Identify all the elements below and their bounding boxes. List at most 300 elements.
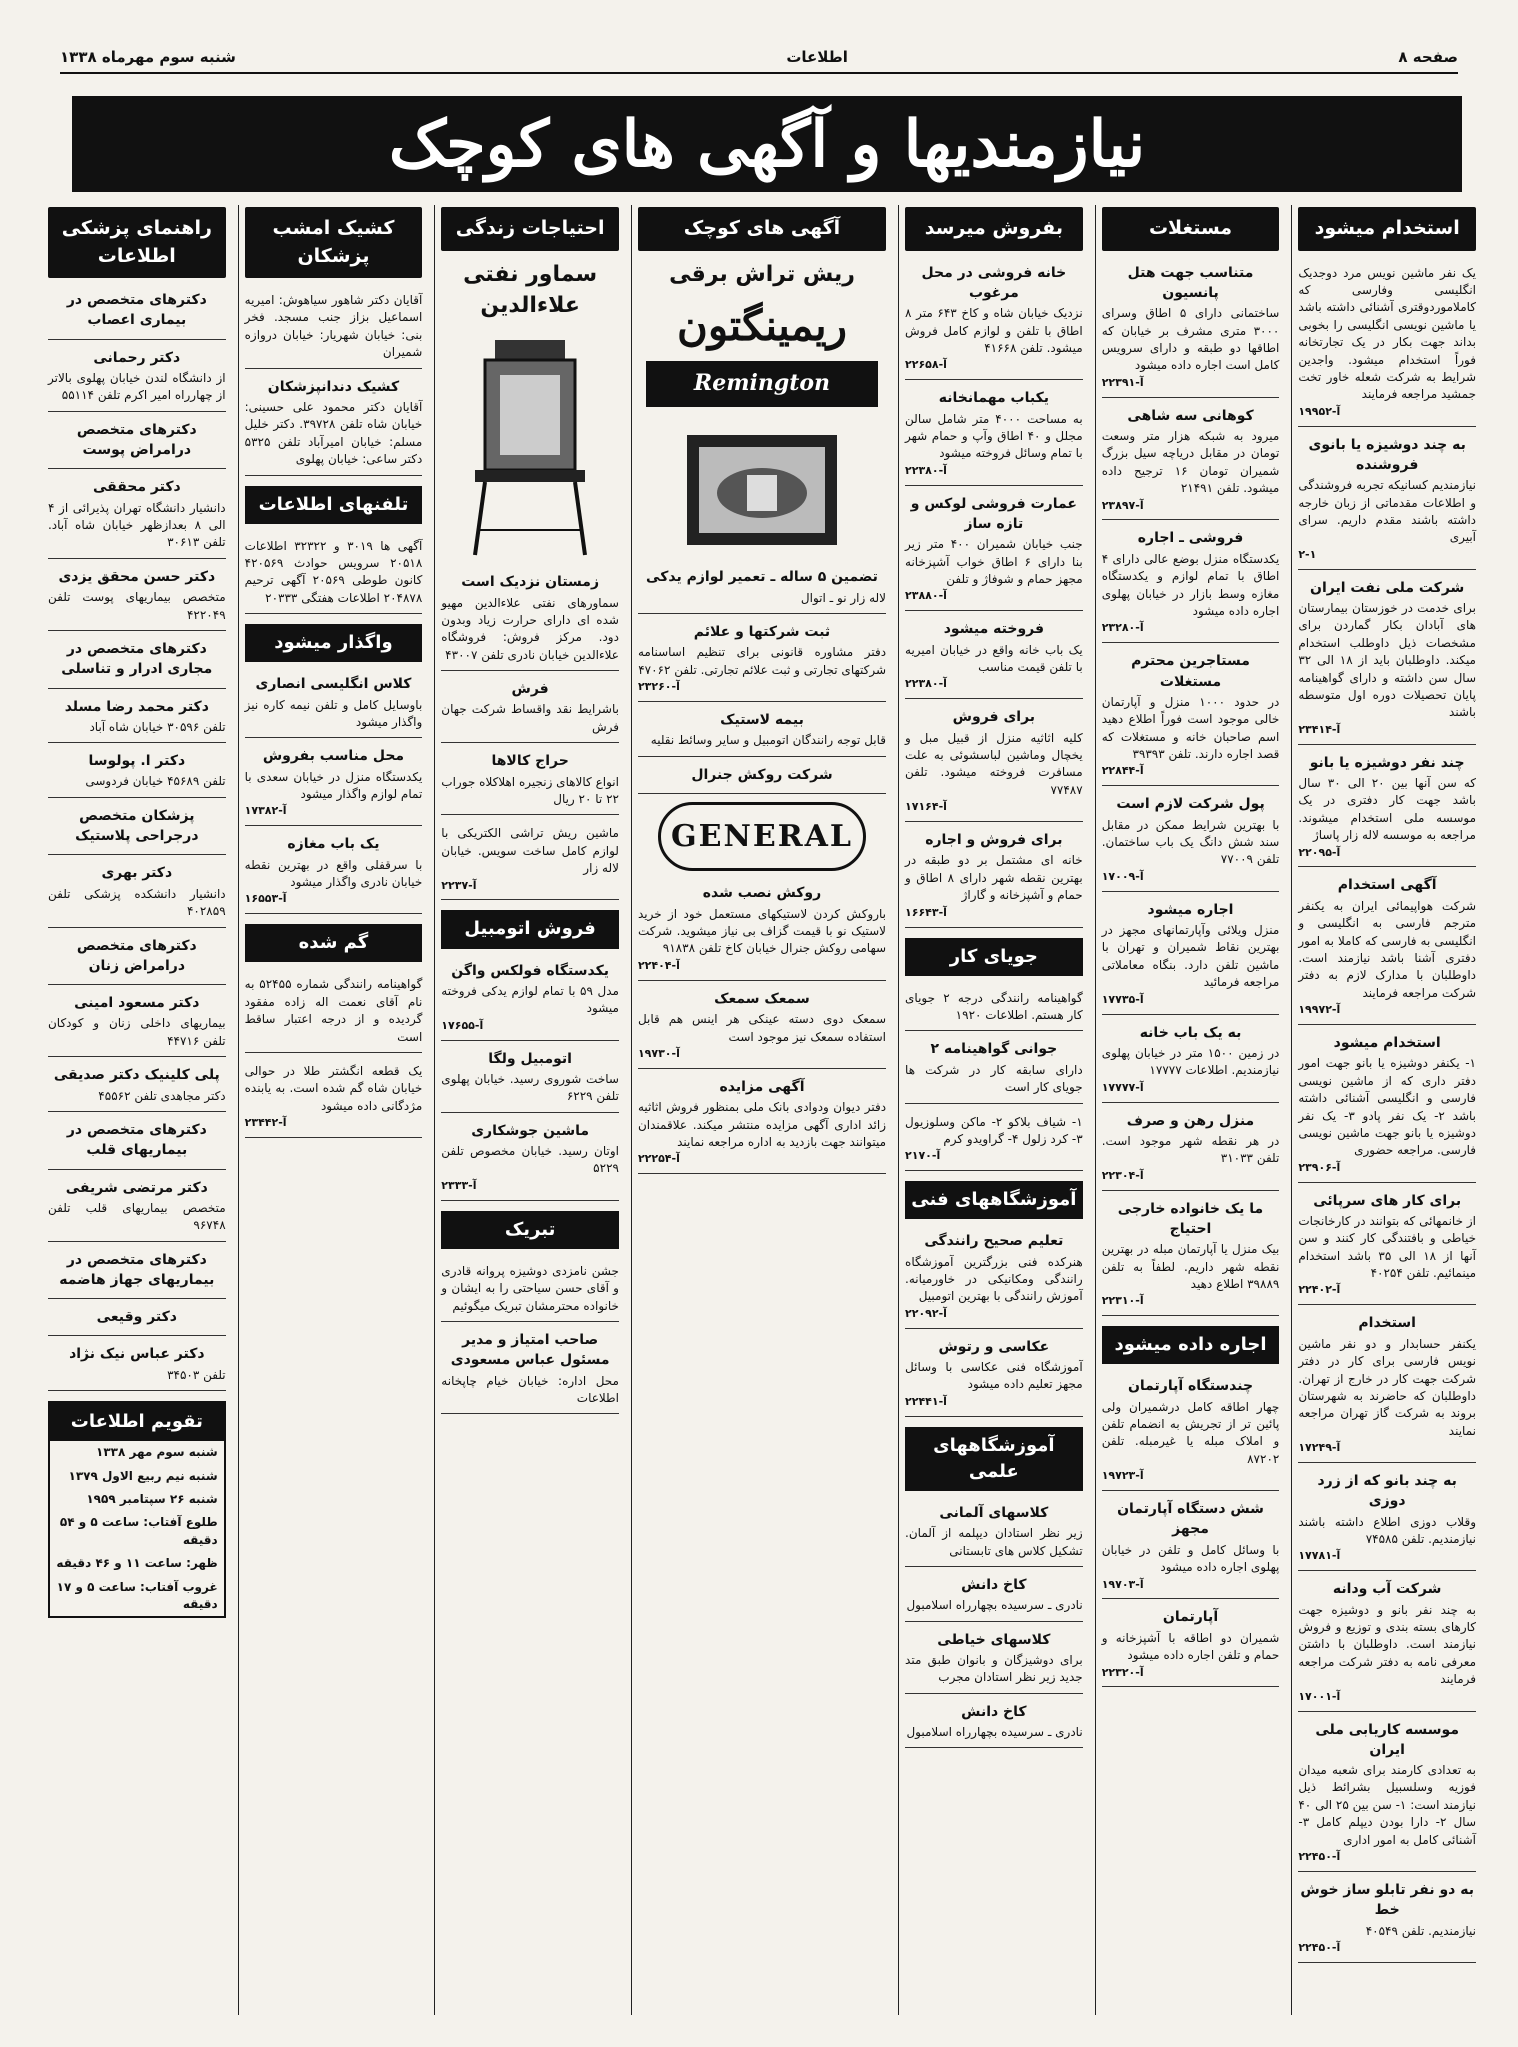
ad-heading: محل مناسب بفروش: [262, 748, 405, 765]
ad-body: ساختمانی دارای ۵ اطاق وسرای ۳۰۰۰ متری مشرف بر خیابان که اطاقها دو طبقه و دارای سرویس کامل است اجاره داده میشود: [1101, 306, 1280, 373]
ad-body: باوسایل کامل و تلفن نیمه کاره نیز واگذار میشود: [244, 697, 423, 729]
classified-ad: [638, 706, 886, 757]
ad-heading: دکترهای متخصص در بیماریهای قلب: [66, 1121, 207, 1159]
ad-body: شرکت هواپیمائی ایران به یکنفر مترجم فارسی به انگلیسی و انگلیسی به فارسی که کاملا به امور دفتری آشنا باشد نیازمند است. داوطلبان با مدارک لازم به دفتر شرکت مراجعه فرمایند: [1298, 898, 1476, 1000]
ad-heading: منزل رهن و صرف: [1126, 1112, 1255, 1129]
ad-heading: کاخ دانش: [961, 1577, 1027, 1594]
paper-name: اطلاعات: [786, 48, 848, 66]
ad-body: میرود به شبکه هزار متر وسعت تومان در مقابل دریاچه سیل بزرگ شمیران تومان ۱۶ ترجیح داده میشود. تلفن ۲۱۴۹۱: [1101, 428, 1280, 496]
column-real-estate: [1095, 205, 1286, 2015]
classified-ad: [1298, 1467, 1476, 1571]
ad-code: آ-۱۹۷۳۰: [637, 1046, 680, 1060]
ad-body: باشرایط نقد واقساط شرکت جهان فرش: [441, 702, 619, 734]
classified-ad: [905, 615, 1083, 699]
ad-code: آ-۲۲۳۸۰: [905, 677, 947, 691]
ad-body: باروکش کردن لاستیکهای مستعمل خود از خرید لاستیک نو با قیمت گزاف بی نیاز میشوید. شرکت سهامی روکش جنرال خیابان کاخ تلفن ۹۱۸۳۸: [637, 906, 887, 956]
ad-body: شمیران دو اطاقه با آشپزخانه و حمام و تلفن اجاره داده میشود: [1101, 1630, 1280, 1663]
ad-heading: اجاره میشود: [1147, 901, 1234, 918]
ad-heading: کوهانی سه شاهی: [1127, 407, 1254, 424]
ad-code: آ-۲۲۰۹۲: [905, 1306, 947, 1320]
ad-body: با وسائل کامل و تلفن در خیابان پهلوی اجاره داده میشود: [1101, 1542, 1280, 1575]
ad-code: آ-۱۹۹۵۲: [1298, 404, 1341, 418]
ad-heading: عمارت فروشی لوکس و تازه ساز: [910, 495, 1077, 532]
calendar-title: تقویم اطلاعات: [50, 1403, 224, 1441]
ad-code: آ-۱۹۷۰۳: [1101, 1577, 1144, 1591]
classified-ad: [245, 830, 423, 914]
ad-heading: دکتر عباس نیک نژاد: [69, 1346, 205, 1363]
classified-ad: [48, 989, 226, 1057]
ad-heading: یکدستگاه فولکس واگن: [451, 962, 609, 979]
classified-ad: [441, 747, 619, 815]
ad-heading: کشیک دندانپزشکان: [267, 378, 400, 395]
ad-body: با سرقفلی واقع در بهترین نقطه خیابان نادری واگذار میشود: [244, 857, 423, 890]
ad-body: یک قطعه انگشتر طلا در حوالی خیابان شاه گم شده است. به یابنده مژدگانی داده میشود: [244, 1064, 423, 1113]
classified-ad: [1298, 1575, 1476, 1711]
ad-code: آ-۲۲۳۷: [441, 878, 477, 892]
column-employment: [1291, 205, 1482, 2015]
ad-heading: حراج کالاها: [491, 753, 569, 770]
ad-heading: ثبت شرکتها و علائم: [693, 623, 831, 640]
classified-ad: [441, 1045, 619, 1113]
column-heading: بفروش میرسد: [905, 207, 1083, 251]
ad-heading: پزشکان متخصص درجراحی پلاستیک: [75, 807, 199, 845]
ad-body: انواع کالاهای زنجیره اهلاکلاه جوراب ۲۲ تا ۲۰ ریال: [441, 774, 619, 806]
classified-ad: [245, 373, 423, 476]
issue-date: شنبه سوم مهرماه ۱۳۳۸: [60, 48, 236, 66]
classified-ad: [905, 384, 1083, 485]
ad-heading: عکاسی و رتوش: [938, 1338, 1050, 1355]
classified-ad: [1102, 1372, 1280, 1491]
classified-ad: [1298, 1876, 1476, 1963]
ad-heading: دکتر رحمانی: [93, 349, 181, 366]
calendar-line: شنبه ۲۶ سپتامبر ۱۹۵۹: [86, 1492, 218, 1507]
classified-ad: [245, 286, 423, 369]
classified-ad: [1298, 1029, 1476, 1183]
ad-heading: دکترهای متخصص در مجاری ادرار و تناسلی: [61, 640, 213, 678]
classified-ad: [441, 819, 619, 900]
classified-ad: [905, 1626, 1083, 1694]
classified-ad: [48, 693, 226, 744]
ad-code: آ-۲۳۸۹۷: [1101, 498, 1144, 512]
ad-body: آگهی ها ۳۰۱۹ و ۳۲۳۲۲ اطلاعات ۲۰۵۱۸ سرویس حوادث ۴۲۰۵۶۹ کانون طوطی ۲۰۵۶۹ آگهی ترحیم ۲۰۴۸۷۸ اطلاعات هفتگی ۲۰۳۳۳: [244, 538, 423, 605]
ad-heading: شرکت آب ودانه: [1332, 1581, 1442, 1598]
column-small-ads: [631, 205, 892, 2015]
ad-body: در زمین ۱۵۰۰ متر در خیابان پهلوی نیازمندیم. اطلاعات ۱۷۷۷۷: [1101, 1045, 1280, 1078]
classified-ad: [1298, 259, 1476, 427]
classified-ad: [441, 957, 619, 1041]
ad-heading: دکتر محققی: [92, 479, 181, 496]
ad-code: آ-۱۷۷۷۷: [1101, 1080, 1144, 1094]
classified-ad: [1102, 402, 1280, 521]
ad-heading: شرکت ملی نفت ایران: [1310, 579, 1465, 596]
column-heading: احتیاجات زندگی: [441, 207, 619, 251]
shaver-subtitle: ریش تراش برقی: [669, 261, 855, 287]
ad-code: آ-۲۳۲۸۰: [1101, 621, 1144, 635]
ad-body: دانشیار دانشکده پزشکی تلفن ۴۰۲۸۵۹: [47, 886, 226, 919]
ad-heading: آپارتمان: [1162, 1609, 1219, 1626]
ad-heading: آگهی استخدام: [1337, 877, 1437, 894]
classified-ad: [48, 1116, 226, 1170]
remington-brand-fa: ریمینگتون: [676, 301, 847, 351]
classified-ad: [638, 985, 886, 1069]
classified-ad: [905, 1333, 1083, 1417]
ad-body: در حدود ۱۰۰۰ منزل و آپارتمان خالی موجود است فوراً اطلاع دهید اسم صاحبان خانه و مستغلات که قصد اجاره دارند. تلفن ۳۹۳۹۳: [1101, 694, 1280, 761]
ad-heading: چند نفر دوشیزه یا بانو: [1309, 754, 1465, 771]
ad-body: نیازمندیم کسانیکه تجربه فروشندگی و اطلاعات مقدماتی از زبان خارجه داشته باشند مقدم داریم. سرای آبیری: [1298, 478, 1476, 545]
ad-body: دفتر مشاوره قانونی برای تنظیم اساسنامه شرکتهای تجارتی و ثبت علائم تجارتی. تلفن ۴۷۰۶۲: [637, 645, 887, 677]
ad-code: آ-۱۷۶۵۵: [441, 1018, 484, 1032]
classified-ad: [905, 1499, 1083, 1567]
section-masthead: نیازمندیها و آگهی های کوچک: [72, 96, 1462, 192]
ad-code: آ-۱۷۰۰۹: [1101, 869, 1144, 883]
classified-ad: [905, 490, 1083, 612]
classified-ad: [905, 1571, 1083, 1622]
ad-body: به مساحت ۴۰۰۰ متر شامل سالن مجلل و ۴۰ اطاق وآپ و حمام شهر با تمام وسائل فروخته میشود: [905, 411, 1083, 461]
classified-ad: [48, 747, 226, 798]
ad-heading: دکتر مرتضی شریفی: [65, 1179, 208, 1196]
ad-body: گواهینامه رانندگی شماره ۵۲۴۵۵ به نام آقای نعمت اله زاده مفقود گردیده و از درجه اعتبار ساقط است: [244, 977, 423, 1044]
ad-body: یکنفر حسابدار و دو نفر ماشین نویس فارسی برای کار در دفتر شرکت جهت کار در خارج از تهران. داوطلبان که حاضرند به شهرستان بروند به شرکت گاز تهران مراجعه نمایند: [1298, 1336, 1476, 1438]
classified-ad: [1298, 871, 1476, 1025]
ad-heading: مستاجرین محترم مستغلات: [1131, 653, 1250, 690]
ad-heading: متناسب جهت هتل پانسیون: [1127, 264, 1254, 301]
classified-ad: [1298, 749, 1476, 868]
ad-code: آ-۲۳۸۸۰: [905, 589, 947, 603]
ad-body: یک نفر ماشین نویس مرد دوجدیک انگلیسی وفارسی که کاملاموردوقتری آشنائی داشته باشد یا ماشین نویسی انگلیسی را بخوبی بداند جهت بکار در یک تجارتخانه فوراً استخدام میشود. واجدین شرایط به شرکت شعله خاور تخت جمشید مراجعه فرمایند: [1298, 265, 1476, 402]
classified-ad: [245, 970, 423, 1053]
ad-heading: فروخته میشود: [943, 621, 1045, 638]
ad-body: یکدستگاه منزل بوضع عالی دارای ۴ اطاق با تمام لوازم و یکدستگاه مغازه وسط بازار در خیابان پهلوی اجاره داده میشود: [1101, 551, 1280, 618]
ad-code: آ-۲۳۲۶۰: [637, 679, 680, 693]
ad-body: نیازمندیم. تلفن ۴۰۵۴۹: [1365, 1923, 1476, 1938]
ad-body: تلفن ۴۵۶۸۹ خیابان فردوسی: [85, 774, 226, 789]
ad-heading: به یک باب خانه: [1139, 1024, 1242, 1041]
ad-heading: اتومبیل ولگا: [488, 1050, 572, 1067]
ad-code: آ-۱۶۵۵۳: [244, 892, 287, 906]
ad-heading: پول شرکت لازم است: [1116, 796, 1265, 813]
classified-ad: [638, 761, 886, 794]
ad-heading: ما یک خانواده خارجی احتیاج: [1117, 1200, 1264, 1237]
ad-body: متخصص بیماریهای قلب تلفن ۹۶۷۴۸: [47, 1200, 226, 1233]
classified-ad: [441, 1326, 619, 1414]
ad-heading: دکترهای متخصص درامراض زنان: [76, 937, 197, 974]
ad-code: آ-۱۹۹۷۲: [1298, 1003, 1341, 1017]
column-doctors-on-duty: [238, 205, 429, 2015]
column-for-sale: [898, 205, 1089, 2015]
ad-body: زیر نظر استادان دیپلمه از آلمان. تشکیل کلاس های تابستانی: [905, 1526, 1083, 1558]
classified-ad: [638, 618, 886, 702]
ad-body: هنرکده فنی بزرگترین آموزشگاه رانندگی ومکانیکی در خاورمیانه. آموزش رانندگی با بهترین اتومبیل: [905, 1254, 1083, 1304]
ad-body: آقایان دکتر محمود علی حسینی: خیابان شاه تلفن ۳۹۷۲۸. دکتر خلیل مسلم: خیابان امیرآباد تلفن ۵۳۲۵ دکتر ساعی: خیابان پهلوی: [244, 399, 423, 467]
classified-ad: [1102, 1603, 1280, 1687]
ad-body: که سن آنها بین ۲۰ الی ۳۰ سال باشد جهت کار دفتری در یک موسسه ملی استخدام میشوند. مراجعه به موسسه لاله زار پاساژ: [1298, 775, 1476, 843]
classified-ad: [48, 473, 226, 558]
classified-ad: [1102, 259, 1280, 398]
ad-code: آ-۲۲۳۰۴: [1101, 1168, 1144, 1182]
ad-heading: کاخ دانش: [961, 1703, 1027, 1720]
ad-code: آ-۲۱۷۰: [905, 1149, 941, 1163]
ad-heading: ماشین جوشکاری: [471, 1122, 590, 1139]
classified-ad: [905, 1698, 1083, 1749]
ad-body: جشن نامزدی دوشیزه پروانه قادری و آقای حسن سیاحتی را به ایشان و خانواده محترمشان تبریک میگوئیم: [441, 1263, 619, 1313]
classified-ad: [48, 563, 226, 631]
classified-ad: [638, 563, 886, 614]
calendar-line: غروب آفتاب: ساعت ۵ و ۱۷ دقیقه: [56, 1579, 218, 1611]
ad-body: جنب خیابان شمیران ۴۰۰ متر زیر بنا دارای ۶ اطاق خواب آشپزخانه مجهز حمام و شوفاژ و تلفن: [905, 537, 1083, 587]
classified-ad: [48, 416, 226, 470]
classified-ad: [638, 879, 886, 980]
classified-ad: [245, 670, 423, 738]
ad-code: آ-۱۷۰۰۱: [1298, 1689, 1341, 1703]
column-heading: راهنمای پزشکی اطلاعات: [48, 207, 226, 278]
ad-heading: شرکت روکش جنرال: [691, 766, 833, 783]
ad-heading: پلی کلینیک دکتر صدیقی: [53, 1067, 220, 1084]
classified-ad: [1102, 647, 1280, 786]
column-heading: استخدام میشود: [1298, 207, 1476, 251]
classified-ad: [905, 1227, 1083, 1328]
ad-body: بیک منزل یا آپارتمان مبله در بهترین نقطه شهر داریم. لطفاً به تلفن ۳۹۸۸۹ اطلاع دهید: [1101, 1242, 1280, 1291]
remington-logo: Remington: [646, 361, 878, 407]
classified-ad: [1298, 1187, 1476, 1306]
ad-code: آ-۲۲۳۹۱: [1101, 375, 1144, 389]
ad-body: دانشیار دانشگاه تهران پذیرائی از ۴ الی ۸ بعدازظهر خیابان شاه آباد. تلفن ۳۰۶۱۳: [47, 500, 226, 550]
classified-ad: [48, 1061, 226, 1112]
classified-ad: [245, 742, 423, 826]
ad-code: آ-۲۳۴۴۲: [244, 1116, 287, 1130]
ad-code: آ-۲۲۲۵۴: [637, 1152, 680, 1166]
classified-ad: [48, 286, 226, 340]
column-medical-guide: [42, 205, 232, 2015]
ad-body: نادری ـ سرسیده بچهارراه اسلامبول: [906, 1598, 1083, 1613]
ad-heading: برای فروش: [952, 709, 1036, 726]
classified-ad: [48, 1174, 226, 1242]
classified-ad: [1298, 574, 1476, 745]
column-heading: کشیک امشب پزشکان: [245, 207, 423, 278]
ad-heading: برای کار های سرپائی: [1313, 1192, 1462, 1209]
ad-code: آ-۲۲۳۲۰: [1101, 1665, 1144, 1679]
ad-code: آ-۲۲۴۵۰: [1298, 1850, 1341, 1864]
ad-heading: بیمه لاستیک: [720, 711, 804, 728]
ad-body: یک باب خانه واقع در خیابان امیریه با تلفن قیمت مناسب: [905, 642, 1083, 675]
classified-ad: [905, 1108, 1083, 1172]
classified-ad: [1102, 1019, 1280, 1103]
classified-ad: [1298, 1309, 1476, 1463]
ad-heading: یکباب مهمانخانه: [938, 390, 1049, 407]
ad-code: آ-۱۷۷۸۱: [1298, 1549, 1341, 1563]
ad-code: آ-۲۳۳۳: [441, 1178, 477, 1192]
ad-heading: موسسه کاریابی ملی ایران: [1315, 1721, 1459, 1758]
ad-code: آ-۱۷۲۴۹: [1298, 1441, 1341, 1455]
ad-code: آ-۲۳۹۰۶: [1298, 1160, 1341, 1174]
ad-code: ۲-۱: [1298, 547, 1317, 561]
ad-code: آ-۱۷۷۳۵: [1101, 992, 1144, 1006]
classified-ad: [441, 1117, 619, 1201]
classified-ad: [245, 532, 423, 615]
ad-body: سمعک دوی دسته عینکی هر اینس هم قابل استفاده سمعک نیز موجود است: [637, 1012, 887, 1044]
ad-body: ماشین ریش تراشی الکتریکی با لوازم کامل ساخت سویس. خیابان لاله زار: [441, 826, 619, 876]
classified-ad: [48, 1303, 226, 1336]
ad-body: برای خدمت در خوزستان بیمارستان های آبادان بکار گماردن برای مشخصات ذیل داوطلب استخدام میکند. داوطلبان باید از ۱۸ الی ۳۲ سال سن داشته و دارای گواهینامه پایان تحصیلات دوره اول متوسطه باشند: [1298, 601, 1476, 720]
classified-ad: [441, 1257, 619, 1322]
ad-body: سماورهای نفتی علاءالدین مهیو شده ای دارای حرارت زیاد وبدون دود. مرکز فروش: فروشگاه علاءالدین خیابان نادری تلفن ۴۳۰۰۷: [441, 595, 619, 662]
ad-body: از خانمهائی که بتوانند در کارخانجات خیاطی و بافتندگی کار کنند و سن آنها از ۱۸ الی ۳۵ باشد استخدام مینمائیم. تلفن ۴۰۲۵۴: [1298, 1213, 1477, 1281]
subheading-phones: تلفنهای اطلاعات: [245, 486, 423, 524]
ad-body: محل اداره: خیابان خیام چاپخانه اطلاعات: [441, 1373, 619, 1405]
ad-heading: دکتر حسن محقق یزدی: [58, 568, 216, 585]
ad-body: نزدیک خیابان شاه و کاخ ۶۴۳ متر ۸ اطاق با تلفن و لوازم کامل فروش میشود. تلفن ۴۱۶۶۸: [905, 306, 1083, 355]
ad-heading: دکتر مسعود امینی: [74, 995, 200, 1012]
shaver-box-image: [677, 415, 847, 555]
ad-code: آ-۱۶۶۴۳: [905, 905, 947, 919]
ad-body: دفتر دیوان ودوادی بانک ملی بمنظور فروش اثاثیه زائد اداری آگهی مزایده منتشر میکند. علاقمندان میتوانند جهت بازدید به اداره مراجعه نمایند: [637, 1100, 887, 1149]
calendar-line: شنبه نیم ربیع الاول ۱۳۷۹: [68, 1468, 218, 1483]
ad-body: متخصص بیماریهای پوست تلفن ۴۲۲۰۴۹: [47, 590, 226, 622]
ad-heading: دکتر وقیعی: [96, 1309, 177, 1326]
ad-body: بیماریهای داخلی زنان و کودکان تلفن ۴۴۷۱۶: [47, 1016, 226, 1048]
classified-ad: [441, 675, 619, 743]
classified-ad: [905, 826, 1083, 927]
ad-body: نادری ـ سرسیده بچهارراه اسلامبول: [906, 1725, 1083, 1740]
ad-heading: برای فروش و اجاره: [925, 832, 1063, 849]
ad-body: در هر نقطه شهر موجود است. تلفن ۳۱۰۳۳: [1101, 1133, 1280, 1166]
subheading-technical-schools: آموزشگاههای فنی: [905, 1181, 1083, 1219]
ad-heading: دکترهای متخصص در بیماری اعصاب: [66, 292, 207, 329]
samovar-image: [455, 330, 605, 560]
classified-ad: [1298, 431, 1476, 570]
classified-ad: [905, 259, 1083, 381]
ad-code: آ-۲۲۶۵۸: [905, 358, 947, 372]
ad-code: آ-۲۲۴۰۴: [637, 958, 680, 972]
ad-body: وقلاب دوزی اطلاع داشته باشند نیازمندیم. تلفن ۷۴۵۸۵: [1298, 1514, 1476, 1546]
ad-heading: یک باب مغازه: [287, 836, 380, 853]
calendar-line: طلوع آفتاب: ساعت ۵ و ۵۴ دقیقه: [59, 1515, 218, 1547]
ad-body: کلیه اثاثیه منزل از قبیل مبل و یخچال وماشین لباسشوئی به علت مسافرت فروخته میشود. تلفن ۷۷۴۸۷: [905, 730, 1083, 797]
classified-ad: [1102, 896, 1280, 1015]
ad-heading: تعلیم صحیح رانندگی: [924, 1233, 1064, 1250]
calendar-line: شنبه سوم مهر ۱۳۳۸: [96, 1445, 218, 1460]
ad-heading: فروشی ـ اجاره: [1137, 530, 1244, 547]
classified-ad: [48, 635, 226, 689]
classified-ad: [905, 984, 1083, 1032]
ad-heading: چندستگاه آپارتمان: [1127, 1378, 1254, 1395]
ad-heading: شش دستگاه آپارتمان مجهز: [1117, 1501, 1264, 1538]
classified-ad: [1298, 1716, 1476, 1872]
ad-code: آ-۲۲۳۱۰: [1101, 1294, 1144, 1308]
classified-ad: [1102, 790, 1280, 891]
classified-ad: [441, 568, 619, 671]
column-heading: مستغلات: [1102, 207, 1280, 251]
ad-heading: آگهی مزایده: [719, 1078, 805, 1095]
ad-body: چهار اطاقه کامل درشمیران ولی پائین تر از تجریش به انضمام تلفن و املاک مبله یا غیرمبله. تلفن ۸۷۲۰۲: [1101, 1399, 1280, 1466]
ad-heading: فرش: [511, 681, 549, 698]
ad-body: از دانشگاه لندن خیابان پهلوی بالاتر از چهارراه امیر اکرم تلفن ۵۵۱۱۴: [47, 370, 226, 403]
ad-body: گواهینامه رانندگی درجه ۲ جویای کار هستم. اطلاعات ۱۹۲۰: [905, 990, 1083, 1023]
ad-heading: تضمین ۵ ساله ـ تعمیر لوازم یدکی: [646, 569, 878, 586]
ad-body: تلفن ۳۰۵۹۶ خیابان شاه آباد: [89, 719, 226, 734]
classified-ad: [48, 802, 226, 856]
ad-body: تلفن ۳۴۵۰۳: [167, 1367, 226, 1382]
ad-heading: خانه فروشی در محل مرغوب: [921, 264, 1067, 301]
ad-heading: جوانی گواهینامه ۲: [930, 1041, 1058, 1058]
ad-code: آ-۲۲۸۴۴: [1101, 764, 1144, 778]
classified-ad: [1102, 1495, 1280, 1599]
ad-code: آ-۲۲۴۴۱: [905, 1394, 947, 1408]
ad-heading: کلاسهای خیاطی: [937, 1631, 1051, 1648]
ad-heading: به چند بانو که از زرد دوزی: [1317, 1473, 1457, 1510]
ad-heading: روکش نصب شده: [702, 885, 822, 902]
ad-body: دارای سابقه کار در شرکت ها جویای کار است: [905, 1062, 1083, 1095]
ad-body: منزل ویلائی وآپارتمانهای مجهز در بهترین نقاط شمیران و تهران با ماشین تلفن دارد. بنگاه معاملاتی مراجعه فرمائید: [1101, 923, 1280, 990]
ad-body: ساخت شوروی رسید. خیابان پهلوی تلفن ۶۲۲۹: [441, 1071, 619, 1104]
subheading-job-seekers: جویای کار: [905, 938, 1083, 976]
classified-ad: [48, 344, 226, 412]
ad-heading: به دو نفر تابلو ساز خوش خط: [1300, 1881, 1474, 1919]
ad-code: آ-۲۲۰۹۵: [1298, 845, 1341, 859]
ad-heading: سمعک سمعک: [714, 990, 810, 1007]
ad-body: مدل ۵۹ با تمام لوازم یدکی فروخته میشود: [441, 983, 619, 1016]
ad-body: اوتان رسید. خیابان مخصوص تلفن ۵۲۲۹: [441, 1143, 619, 1176]
ad-body: خانه ای مشتمل بر دو طبقه در بهترین نقطه شهر دارای ۸ اطاق و حمام و آشپزخانه و گاراژ: [905, 853, 1083, 903]
samovar-title: سماور نفتی علاءالدین: [463, 261, 598, 319]
classified-ad: [48, 1340, 226, 1391]
ad-body: آموزشگاه فنی عکاسی با وسائل مجهز تعلیم داده میشود: [905, 1360, 1083, 1392]
ad-heading: استخدام میشود: [1333, 1035, 1441, 1052]
classified-ad: [1102, 524, 1280, 643]
classified-ad: [48, 1246, 226, 1300]
ad-heading: دکتر ا. پولوسا: [88, 753, 186, 770]
ad-heading: صاحب امتیاز و مدیر مسئول عباس مسعودی: [450, 1331, 610, 1369]
ad-code: آ-۱۹۷۲۳: [1101, 1469, 1144, 1483]
ad-body: به چند نفر بانو و دوشیزه جهت کارهای بسته بندی و توزیع و فروش نیازمند است. داوطلبان با داشتن معرفی نامه به دفتر شرکت مراجعه فرمایند: [1298, 1602, 1476, 1687]
calendar-box: [48, 1401, 226, 1618]
classified-ad: [1102, 1107, 1280, 1191]
ad-heading: دکتر بهری: [101, 865, 173, 882]
ad-body: ۱- یکنفر دوشیزه یا بانو جهت امور دفتر داری که از ماشین نویسی فارسی و انگلیسی آشنائی داشته باشد ۲- یک نفر پادو ۳- یک نفر دوشیزه یا بانو جهت ماشین نویسی فارسی. مراجعه حضوری: [1298, 1056, 1476, 1158]
column-heading: آگهی های کوچک: [638, 207, 886, 251]
ad-body: به تعدادی کارمند برای شعبه میدان فوزیه وسلسبیل بشرائط ذیل نیازمند است: ۱- سن بین ۲۵ الی ۴۰ سال ۲- دارا بودن دیپلم کامل ۳- آشنائی کامل به امور اداری: [1298, 1763, 1477, 1847]
column-life-needs: [434, 205, 625, 2015]
ad-code: آ-۲۳۴۱۴: [1298, 722, 1341, 736]
ad-body: ۱- شیاف بلاکو ۲- ماکن وسلوزیول ۳- کرد زلول ۴- گراویدو کرم: [905, 1114, 1083, 1146]
ad-heading: دکترهای متخصص در بیماریهای جهاز هاضمه: [59, 1251, 215, 1288]
ad-body: قابل توجه رانندگان اتومبیل و سایر وسائط نقلیه: [650, 733, 887, 748]
ad-code: آ-۲۲۴۰۲: [1298, 1283, 1341, 1297]
ad-body: برای دوشیزگان و بانوان طبق متد جدید زیر نظر استادان مجرب: [905, 1653, 1083, 1685]
classified-ad: [48, 932, 226, 986]
subheading-for-rent: اجاره داده میشود: [1102, 1326, 1280, 1364]
ad-body: دکتر مجاهدی تلفن ۴۵۵۶۲: [98, 1088, 226, 1103]
ad-heading: کلاس انگلیسی انصاری: [255, 676, 412, 693]
classified-ad: [905, 703, 1083, 822]
classified-ad: [638, 1073, 886, 1174]
page-number: صفحه ۸: [1398, 48, 1458, 66]
ad-heading: به چند دوشیزه یا بانوی فروشنده: [1308, 436, 1466, 473]
calendar-line: ظهر: ساعت ۱۱ و ۴۶ دقیقه: [56, 1556, 218, 1571]
ad-body: آقایان دکتر شاهور سیاهوش: امیریه اسماعیل بزاز جنب مسجد. فخر بنی: خیابان شهریار: خیابان دروازه شمیران: [244, 293, 423, 360]
subheading-academic-schools: آموزشگاههای علمی: [905, 1427, 1083, 1491]
ad-heading: زمستان نزدیک است: [461, 574, 600, 591]
ad-heading: استخدام: [1358, 1315, 1416, 1332]
ad-code: آ-۱۷۱۶۴: [905, 800, 947, 814]
page-header-line: [60, 46, 1458, 74]
general-tire-logo: GENERAL: [658, 802, 866, 872]
classified-ad: [905, 1035, 1083, 1103]
ad-body: یکدستگاه منزل در خیابان سعدی با تمام لوازم واگذار میشود: [244, 769, 423, 802]
subheading-congratulations: تبریک: [441, 1211, 619, 1249]
classified-ad: [1102, 1195, 1280, 1317]
columns-container: [42, 205, 1482, 2015]
ad-code: آ-۱۷۳۸۲: [244, 804, 287, 818]
